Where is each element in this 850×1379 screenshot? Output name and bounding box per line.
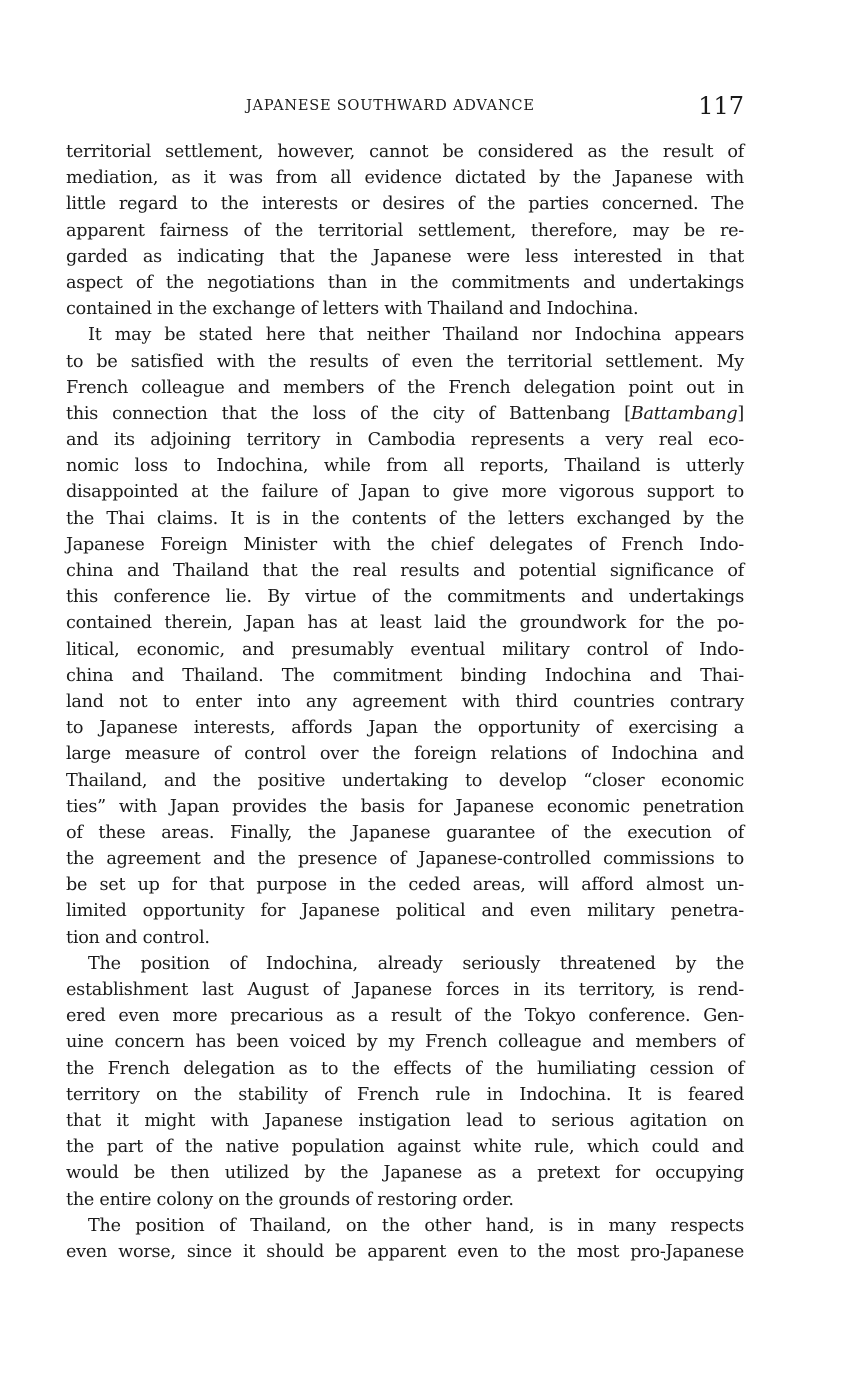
text-line: limited opportunity for Japanese political and even military penetra- (66, 901, 744, 922)
text-line: to be satisfied with the results of even the territorial settlement. My (66, 351, 744, 372)
text-line: Japanese Foreign Minister with the chief delegates of French Indo- (66, 534, 744, 555)
text-line: It may be stated here that neither Thailand nor Indochina appears (88, 325, 744, 346)
text-line: tion and control. (66, 927, 210, 948)
italic-place-name: Battambang (630, 403, 738, 424)
text-line: of these areas. Finally, the Japanese guarantee of the execution of (66, 822, 744, 843)
text-line: garded as indicating that the Japanese were less interested in that (66, 246, 744, 267)
text-line: even worse, since it should be apparent even to the most pro-Japanese (66, 1241, 744, 1262)
text-line: little regard to the interests or desires of the parties concerned. The (66, 194, 744, 215)
text-line: large measure of control over the foreign relations of Indochina and (66, 744, 744, 765)
text-line: would be then utilized by the Japanese as a pretext for occupying (66, 1163, 744, 1184)
text-line: territorial settlement, however, cannot be considered as the result of (66, 142, 744, 162)
text-line: The position of Thailand, on the other hand, is in many respects (88, 1215, 744, 1236)
text-line: territory on the stability of French rule in Indochina. It is feared (66, 1084, 744, 1105)
text-line: disappointed at the failure of Japan to give more vigorous support to (66, 482, 744, 503)
text-line: Thailand, and the positive undertaking to develop “closer economic (66, 770, 744, 791)
page-number: 117 (698, 92, 744, 120)
text-line: ered even more precarious as a result of the Tokyo conference. Gen- (66, 1006, 744, 1027)
text-line: litical, economic, and presumably eventual military control of Indo- (66, 639, 744, 660)
running-title: JAPANESE SOUTHWARD ADVANCE (246, 98, 535, 114)
text-line: mediation, as it was from all evidence dictated by the Japanese with (66, 168, 744, 189)
running-head (68, 92, 744, 124)
text-line: this conference lie. By virtue of the commitments and undertakings (66, 587, 744, 608)
text-line: aspect of the negotiations than in the commitments and undertakings (66, 272, 744, 293)
text-line: the agreement and the presence of Japanese-controlled commissions to (66, 849, 744, 870)
text-line: that it might with Japanese instigation lead to serious agitation on (66, 1110, 744, 1131)
text-line: the part of the native population against white rule, which could and (66, 1137, 744, 1158)
text-line: nomic loss to Indochina, while from all reports, Thailand is utterly (66, 456, 744, 477)
text-line: apparent fairness of the territorial settlement, therefore, may be re- (66, 220, 744, 241)
text-line: land not to enter into any agreement with third countries contrary (66, 691, 744, 712)
closing-bracket: ] (737, 403, 744, 424)
text-line: china and Thailand. The commitment binding Indochina and Thai- (66, 665, 744, 686)
body-text (66, 139, 744, 1265)
text-line: the entire colony on the grounds of restoring order. (66, 1189, 514, 1210)
text-line: and its adjoining territory in Cambodia represents a very real eco- (66, 430, 744, 451)
text-line: contained in the exchange of letters with Thailand and Indochina. (66, 299, 639, 320)
text-line: the Thai claims. It is in the contents of the letters exchanged by the (66, 508, 744, 529)
text-line: china and Thailand that the real results and potential significance of (66, 561, 744, 581)
text-line: The position of Indochina, already seriously threatened by the (88, 953, 744, 974)
text-line: contained therein, Japan has at least laid the groundwork for the po- (66, 613, 744, 634)
text-line: uine concern has been voiced by my French colleague and members of (66, 1032, 744, 1053)
text-line: the French delegation as to the effects of the humiliating cession of (66, 1058, 744, 1079)
text-line: French colleague and members of the French delegation point out in (66, 377, 744, 398)
text-line: to Japanese interests, affords Japan the opportunity of exercising a (66, 718, 744, 739)
text-line: establishment last August of Japanese forces in its territory, is rend- (66, 980, 744, 1000)
text-line: ties” with Japan provides the basis for Japanese economic penetration (66, 796, 744, 817)
text-segment: this connection that the loss of the city of Battenbang [ (66, 403, 631, 424)
text-line: be set up for that purpose in the ceded areas, will afford almost un- (66, 875, 744, 896)
text-line-with-italic (66, 401, 744, 427)
